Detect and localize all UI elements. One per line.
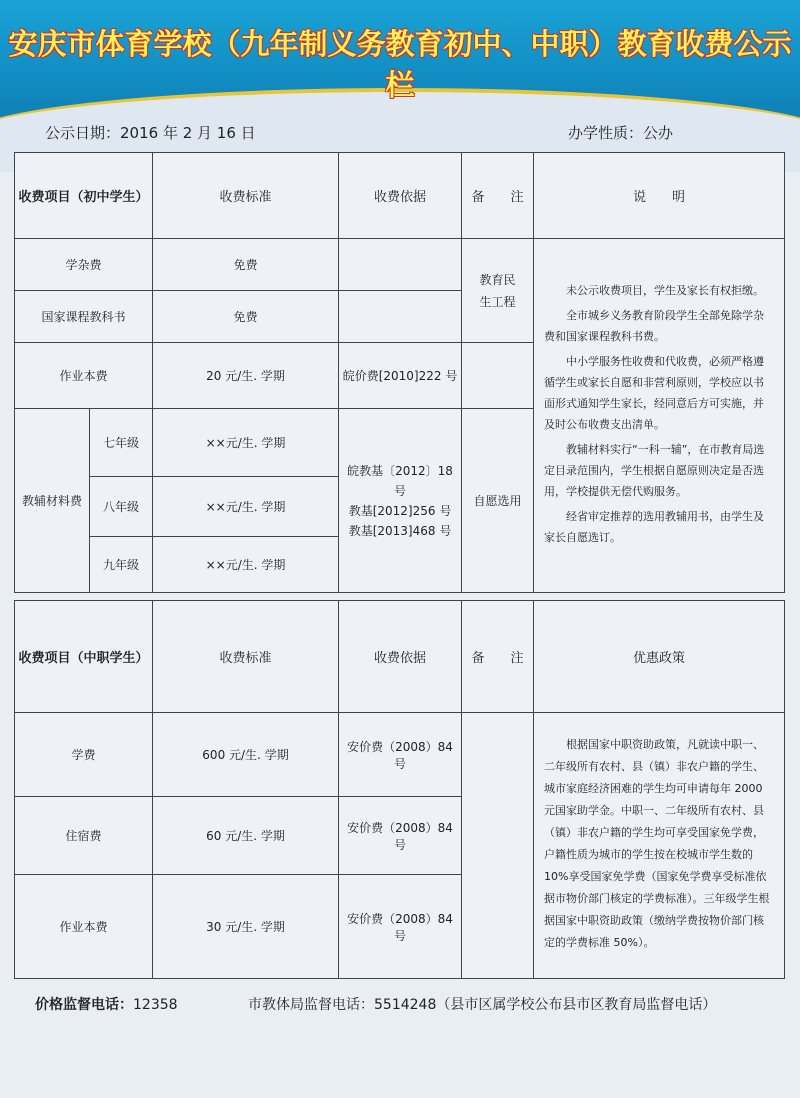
- fee-standard: ××元/生. 学期: [153, 409, 339, 477]
- column-header: 备 注: [462, 153, 534, 239]
- explanation-para: 经省审定推荐的选用教辅用书，由学生及家长自愿选订。: [544, 509, 765, 544]
- basis-line: 皖教基〔2012〕18 号: [347, 463, 453, 498]
- fee-basis: 安价费（2008）84 号: [339, 713, 462, 797]
- fee-standard: 30 元/生. 学期: [153, 875, 339, 979]
- price-hotline: [35, 994, 178, 1014]
- explanation-para: 全市城乡义务教育阶段学生全部免除学杂费和国家课程教科书费。: [544, 308, 765, 343]
- fee-item: 国家课程教科书: [15, 291, 153, 343]
- basis-line: 教基[2012]256 号: [348, 503, 452, 518]
- fee-standard: 60 元/生. 学期: [153, 797, 339, 875]
- fee-basis: 皖价费[2010]222 号: [339, 343, 462, 409]
- fee-remark: 自愿选用: [462, 409, 534, 593]
- fee-basis: [339, 239, 462, 291]
- middle-school-fee-table: [14, 152, 785, 593]
- fee-item: 作业本费: [15, 875, 153, 979]
- column-header: 收费项目（初中学生）: [15, 153, 153, 239]
- column-header: 说 明: [534, 153, 785, 239]
- column-header: 收费依据: [339, 601, 462, 713]
- explanation-cell: [534, 239, 785, 593]
- vocational-fee-table: [14, 600, 785, 979]
- explanation-para: 未公示收费项目，学生及家长有权拒缴。: [566, 283, 765, 297]
- fee-standard: 600 元/生. 学期: [153, 713, 339, 797]
- column-header: 收费项目（中职学生）: [15, 601, 153, 713]
- fee-item: 作业本费: [15, 343, 153, 409]
- table-row: [15, 239, 785, 291]
- fee-standard: ××元/生. 学期: [153, 477, 339, 537]
- policy-text: 根据国家中职资助政策，凡就读中职一、二年级所有农村、县（镇）非农户籍的学生、城市家庭经济困难的学生均可申请每年 2000 元国家助学金。中职一、二年级所有农村、县（镇）非农户籍的学生均可享受国家免学费，户籍性质为城市的学生按在校城市学生数的 10%享受国家免学费（国家免学费享受标准依据市物价部门核定的学费标准）。三年级学生根据国家中职资助政策（缴纳学费按物价部门核定的学费标准 50%）。: [544, 737, 770, 949]
- page-title: 安庆市体育学校（九年制义务教育初中、中职）教育收费公示栏: [8, 27, 792, 102]
- bureau-hotline-number: 5514248（县市区属学校公布县市区教育局监督电话）: [374, 997, 717, 1013]
- table-row: [15, 713, 785, 797]
- explanation-para: 中小学服务性收费和代收费，必须严格遵循学生或家长自愿和非营利原则，学校应以书面形式通知学生家长，经同意后方可实施，并及时公布收费支出清单。: [544, 354, 765, 431]
- column-header: 优惠政策: [534, 601, 785, 713]
- column-header: 收费依据: [339, 153, 462, 239]
- fee-remark: [462, 239, 534, 343]
- fee-remark: [462, 343, 534, 409]
- fee-standard: 免费: [153, 291, 339, 343]
- column-header: 备 注: [462, 601, 534, 713]
- fee-basis: 安价费（2008）84 号: [339, 875, 462, 979]
- explanation-para: 教辅材料实行“一科一辅”，在市教育局选定目录范围内，学生根据自愿原则决定是否选用，学校提供无偿代购服务。: [544, 442, 765, 498]
- fee-item: 学费: [15, 713, 153, 797]
- fee-standard: ××元/生. 学期: [153, 537, 339, 593]
- basis-line: 教基[2013]468 号: [348, 523, 452, 538]
- publish-date: 公示日期：2016 年 2 月 16 日: [45, 124, 256, 142]
- fee-standard: 20 元/生. 学期: [153, 343, 339, 409]
- price-hotline-label: 价格监督电话：: [35, 997, 133, 1013]
- grade-label: 九年级: [90, 537, 153, 593]
- fee-item: 住宿费: [15, 797, 153, 875]
- price-hotline-number: 12358: [133, 997, 178, 1013]
- bureau-hotline: [248, 994, 716, 1014]
- fee-item: 学杂费: [15, 239, 153, 291]
- grade-label: 七年级: [90, 409, 153, 477]
- table-header-row: [15, 601, 785, 713]
- fee-standard: 免费: [153, 239, 339, 291]
- table-header-row: [15, 153, 785, 239]
- column-header: 收费标准: [153, 153, 339, 239]
- fee-basis: [339, 409, 462, 593]
- fee-basis: 安价费（2008）84 号: [339, 797, 462, 875]
- grade-label: 八年级: [90, 477, 153, 537]
- school-nature: 办学性质：公办: [568, 124, 674, 142]
- column-header: 收费标准: [153, 601, 339, 713]
- fee-item: 教辅材料费: [15, 409, 90, 593]
- policy-cell: [534, 713, 785, 979]
- fee-remark: [462, 713, 534, 979]
- remark-text: 教育民生工程: [479, 272, 516, 309]
- fee-basis: [339, 291, 462, 343]
- bureau-hotline-label: 市教体局监督电话：: [248, 997, 374, 1013]
